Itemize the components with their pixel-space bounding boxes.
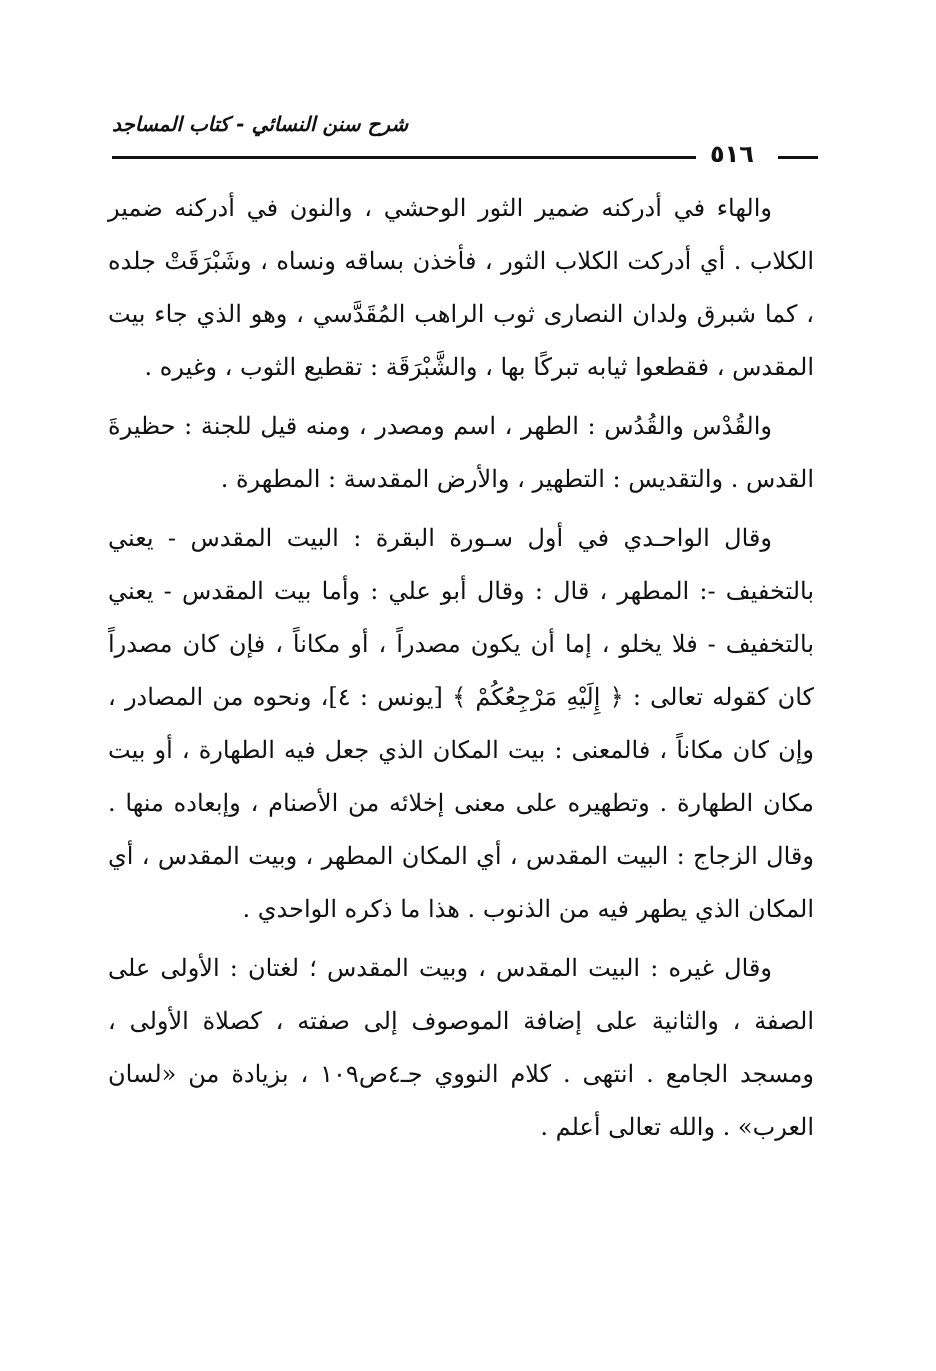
paragraph: والقُدْس والقُدُس : الطهر ، اسم ومصدر ، ومنه قيل للجنة : حظيرةَ القدس . والتقديس : التطهير ، والأرض المقدسة : المطهرة . [108,412,814,493]
paragraph: والهاء في أدركنه ضمير الثور الوحشي ، والنون في أدركنه ضمير الكلاب . أي أدركت الكلاب الثور ، فأخذن بساقه ونساه ، وشَبْرَقَتْ جلده ، كما شبرق ولدان النصارى ثوب الراهب المُقَدَّسي ، وهو الذي جاء بيت المقدس ، فقطعوا ثيابه تبركًا بها ، والشَّبْرَقَة : تقطيع الثوب ، وغيره . [108,194,814,381]
running-title: شرح سنن النسائي - كتاب المساجد [112,112,409,136]
page-number: ٥١٦ [710,140,754,168]
paragraph: وقال الواحـدي في أول سـورة البقرة : البيت المقدس - يعني بالتخفيف -: المطهر ، قال : وقال أبو علي : وأما بيت المقدس - يعني بالتخفيف - فلا يخلو ، إما أن يكون مصدراً ، أو مكاناً ، فإن كان مصدراً كان كقوله تعالى : ﴿ إِلَيْهِ مَرْجِعُكُمْ ﴾ [يونس : ٤]، ونحوه من المصادر ، وإن كان مكاناً ، فالمعنى : بيت المكان الذي جعل فيه الطهارة ، أو بيت مكان الطهارة . وتطهيره على معنى إخلائه من الأصنام ، وإبعاده منها . وقال الزجاج : البيت المقدس ، أي المكان المطهر ، وبيت المقدس ، أي المكان الذي يطهر فيه من الذنوب . هذا ما ذكره الواحدي . [108,524,814,923]
header-rule [112,156,696,159]
page-number-dash [778,156,818,159]
paragraph: وقال غيره : البيت المقدس ، وبيت المقدس ؛ لغتان : الأولى على الصفة ، والثانية على إضافة الموصوف إلى صفته ، كصلاة الأولى ، ومسجد الجامع . انتهى . كلام النووي جـ٤ص١٠٩ ، بزيادة من «لسان العرب» . والله تعالى أعلم . [108,954,815,1141]
page-header [112,112,818,172]
page-body [108,182,814,1160]
